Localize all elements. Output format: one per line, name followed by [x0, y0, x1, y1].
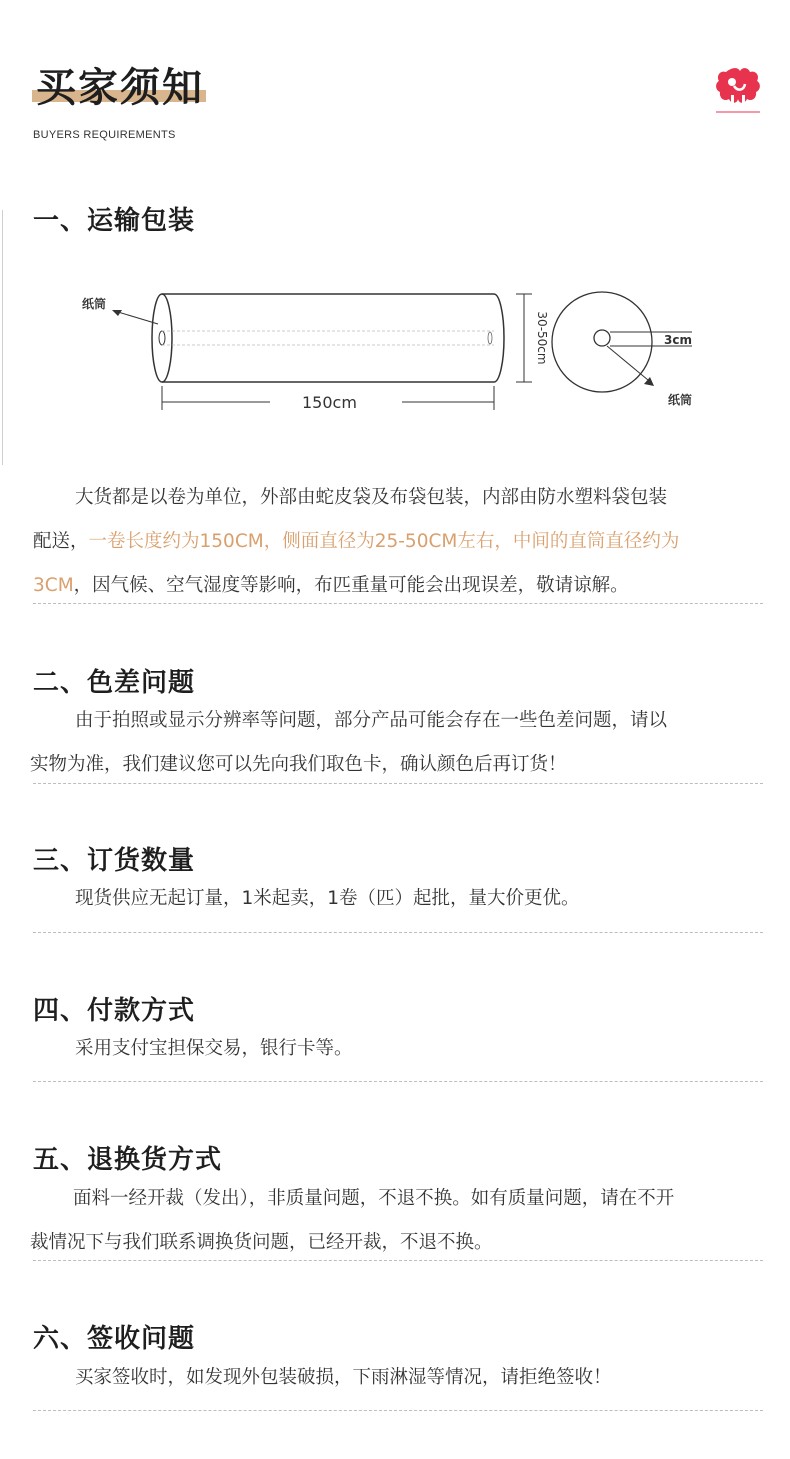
roll-diagram [70, 280, 730, 430]
tube-label-left: 纸筒 [82, 297, 107, 311]
paragraph-line: 裁情况下与我们联系调换货问题，已经开裁，不退不换。 [30, 1232, 493, 1253]
section-divider [33, 603, 763, 604]
highlight-text: 一卷长度约为150CM，侧面直径为25-50CM左右，中间的直筒直径约为 [88, 531, 680, 552]
paragraph-line [33, 520, 679, 564]
paragraph-line: 由于拍照或显示分辨率等问题，部分产品可能会存在一些色差问题，请以 [75, 710, 668, 731]
paragraph-line: 面料一经开裁（发出），非质量问题，不退不换。如有质量问题，请在不开 [73, 1188, 675, 1209]
paragraph-line: 大货都是以卷为单位，外部由蛇皮袋及布袋包装，内部由防水塑料袋包装 [75, 487, 668, 508]
section-body-color-difference [30, 699, 667, 787]
text-run: ，因气候、空气湿度等影响，布匹重量可能会出现误差，敬请谅解。 [73, 575, 629, 596]
tube-label-right: 纸筒 [668, 393, 693, 407]
page-subtitle: BUYERS REQUIREMENTS [33, 129, 176, 141]
left-accent-rule [2, 210, 3, 465]
section-title-order-quantity: 三、订货数量 [33, 846, 196, 876]
section-title-returns: 五、退换货方式 [33, 1145, 223, 1175]
highlight-text: 3CM [33, 575, 74, 596]
section-title-receipt: 六、签收问题 [33, 1324, 196, 1354]
section-divider [33, 1081, 763, 1082]
core-diameter-label: 3cm [664, 333, 692, 347]
section-divider [33, 1260, 763, 1261]
paragraph-line: 现货供应无起订量，1米起卖，1卷（匹）起批，量大价更优。 [75, 888, 580, 909]
section-title-payment: 四、付款方式 [33, 996, 196, 1026]
length-label: 150cm [302, 393, 357, 412]
paragraph-line [33, 564, 679, 608]
section-divider [33, 1410, 763, 1411]
diameter-label: 30-50cm [535, 311, 549, 365]
section-divider [33, 932, 763, 933]
paragraph-line: 买家签收时，如发现外包装破损，下雨淋湿等情况，请拒绝签收！ [75, 1367, 612, 1388]
section-body-returns [30, 1177, 674, 1265]
paragraph-line: 采用支付宝担保交易，银行卡等。 [75, 1038, 353, 1059]
brand-logo-icon [710, 62, 766, 118]
page-title: 买家须知 [36, 65, 204, 111]
section-title-shipping: 一、运输包装 [33, 206, 196, 236]
paragraph-line: 实物为准，我们建议您可以先向我们取色卡，确认颜色后再订货！ [30, 754, 567, 775]
text-run: 配送， [33, 531, 89, 552]
section-title-color-difference: 二、色差问题 [33, 668, 196, 698]
section-body-shipping [33, 476, 679, 608]
section-divider [33, 783, 763, 784]
